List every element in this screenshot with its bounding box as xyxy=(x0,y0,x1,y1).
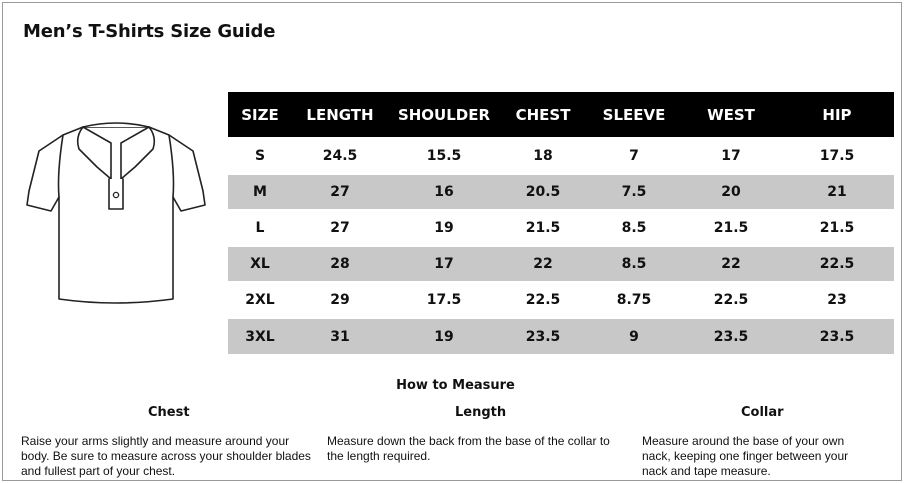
table-cell: 23.5 xyxy=(780,318,894,354)
table-cell: XL xyxy=(228,246,292,282)
table-cell: M xyxy=(228,174,292,210)
table-cell: L xyxy=(255,220,265,236)
table-cell: 2XL xyxy=(245,292,275,308)
polo-shirt-icon xyxy=(23,113,208,308)
how-to-measure-title: How to Measure xyxy=(396,378,515,393)
table-cell: 17.5 xyxy=(426,292,462,308)
table-cell: S xyxy=(254,148,266,164)
header-size: SIZE xyxy=(228,92,292,138)
table-header-row xyxy=(228,92,894,138)
table-cell: 24.5 xyxy=(322,148,358,164)
collar-heading: Collar xyxy=(741,405,784,420)
table-cell: 23 xyxy=(827,292,847,308)
length-instructions: Measure down the back from the base of the collar to the length required. xyxy=(327,434,610,463)
page-title: Men’s T-Shirts Size Guide xyxy=(23,21,276,42)
chest-heading: Chest xyxy=(148,405,190,420)
table-cell: 16 xyxy=(388,174,500,210)
table-cell: 21.5 xyxy=(525,220,561,236)
table-cell: 3XL xyxy=(228,318,292,354)
table-cell: 22 xyxy=(682,246,780,282)
header-west: WEST xyxy=(682,92,780,138)
header-hip: HIP xyxy=(780,92,894,138)
header-length: LENGTH xyxy=(292,92,388,138)
table-cell: 21.5 xyxy=(713,220,749,236)
table-cell: 8.5 xyxy=(586,246,682,282)
table-cell: 8.5 xyxy=(621,220,647,236)
table-cell: 20.5 xyxy=(500,174,586,210)
table-row xyxy=(228,138,894,174)
table-cell: 29 xyxy=(330,292,350,308)
table-cell: 19 xyxy=(434,220,454,236)
table-cell: 23.5 xyxy=(500,318,586,354)
table-cell: 23.5 xyxy=(682,318,780,354)
table-cell: 21.5 xyxy=(819,220,855,236)
table-cell: 22 xyxy=(500,246,586,282)
size-table xyxy=(228,92,894,354)
table-cell: 17.5 xyxy=(819,148,855,164)
table-cell: 31 xyxy=(292,318,388,354)
length-heading: Length xyxy=(455,405,507,420)
table-row xyxy=(228,282,894,318)
table-cell: 27 xyxy=(292,174,388,210)
table-row xyxy=(228,318,894,354)
table-cell: 21 xyxy=(780,174,894,210)
table-cell: 7.5 xyxy=(586,174,682,210)
table-row xyxy=(228,174,894,210)
header-chest: CHEST xyxy=(500,92,586,138)
table-cell: 8.75 xyxy=(616,292,652,308)
table-cell: 22.5 xyxy=(713,292,749,308)
header-shoulder: SHOULDER xyxy=(388,92,500,138)
table-cell: 18 xyxy=(533,148,553,164)
table-cell: 9 xyxy=(586,318,682,354)
header-sleeve: SLEEVE xyxy=(586,92,682,138)
table-cell: 28 xyxy=(292,246,388,282)
table-cell: 17 xyxy=(388,246,500,282)
table-cell: 17 xyxy=(721,148,741,164)
table-cell: 19 xyxy=(388,318,500,354)
table-row xyxy=(228,246,894,282)
table-cell: 20 xyxy=(682,174,780,210)
chest-instructions: Raise your arms slightly and measure around your body. Be sure to measure across your shoulder blades and fullest part of your chest. xyxy=(21,434,311,478)
collar-instructions: Measure around the base of your own nack, keeping one finger between your nack and tape measure. xyxy=(642,434,849,478)
size-guide-panel xyxy=(2,2,902,481)
table-cell: 27 xyxy=(330,220,350,236)
table-cell: 15.5 xyxy=(426,148,462,164)
table-cell: 22.5 xyxy=(780,246,894,282)
table-row xyxy=(228,210,894,246)
table-cell: 22.5 xyxy=(525,292,561,308)
table-cell: 7 xyxy=(629,148,639,164)
